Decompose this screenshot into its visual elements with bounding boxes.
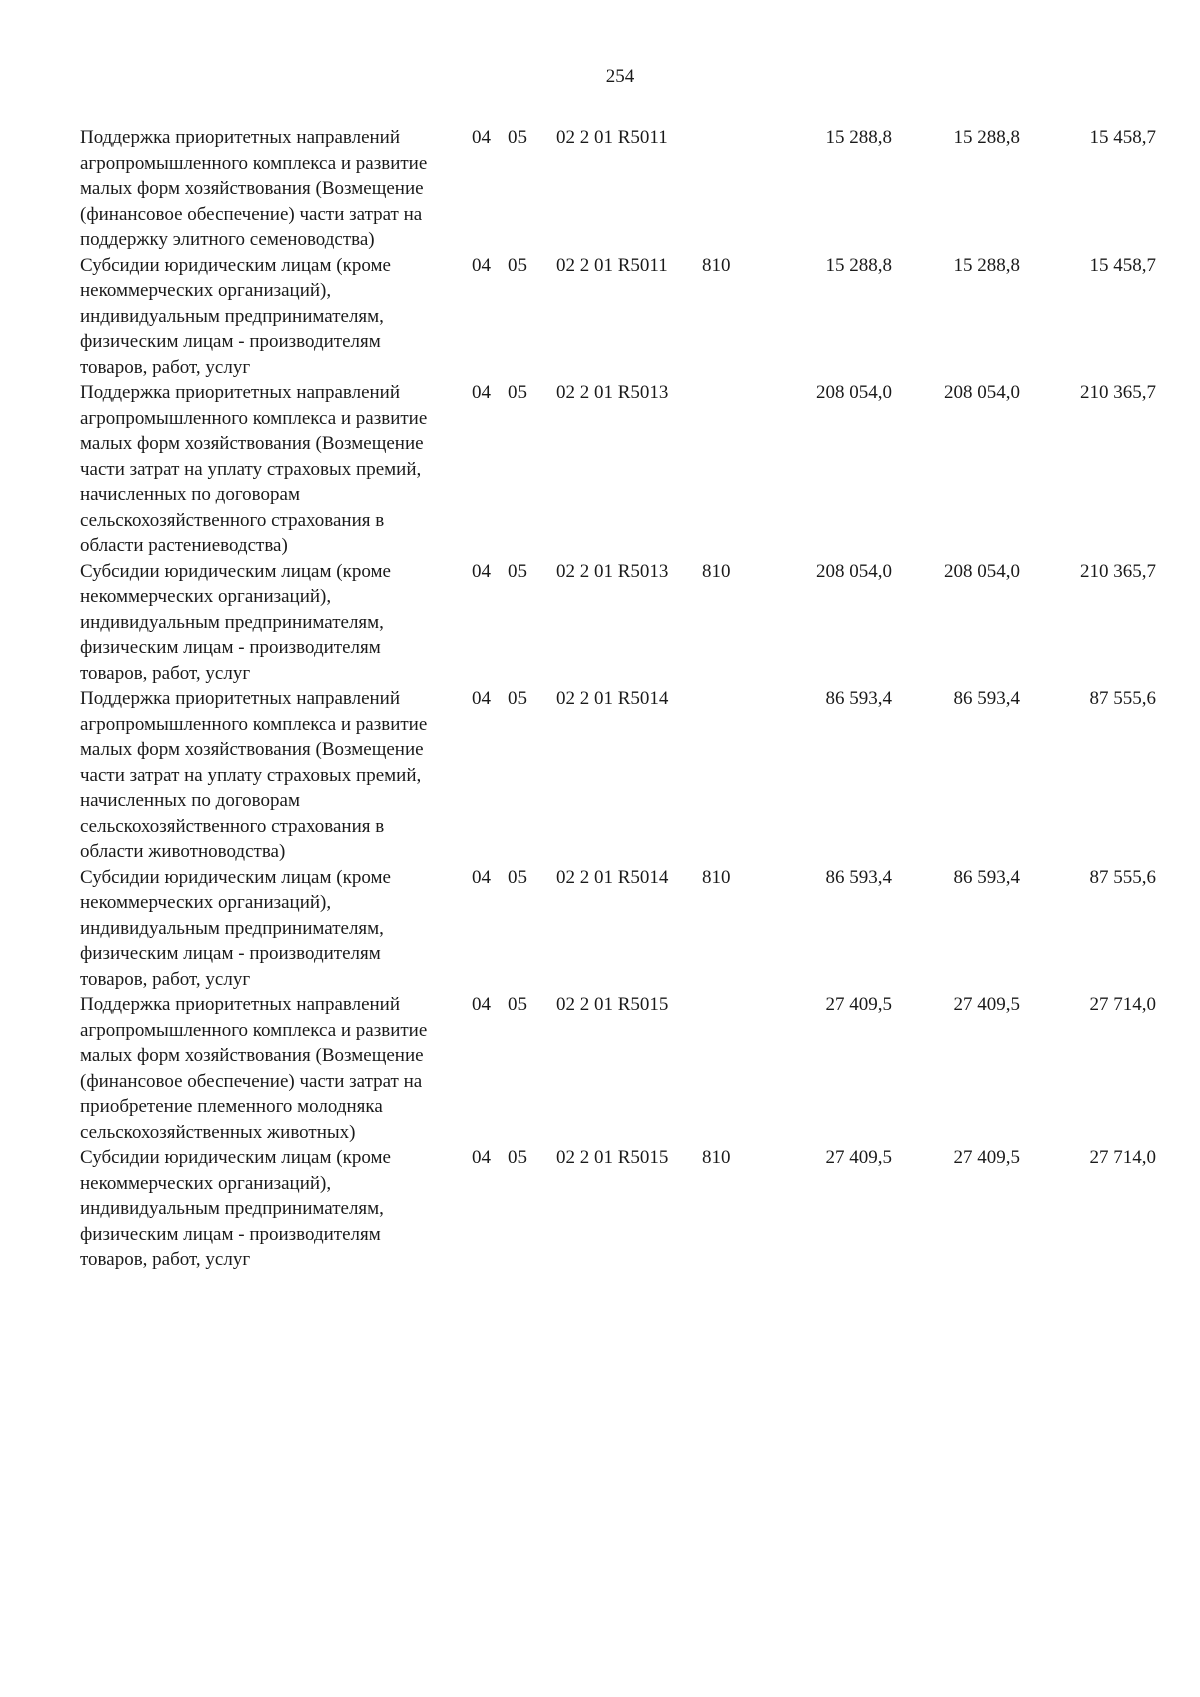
section-code: 04 bbox=[472, 866, 491, 888]
row-name: Субсидии юридическим лицам (кроме некоммерческих организаций), индивидуальным предпринимателям, физическим лицам - производителям товаров, работ, услуг bbox=[80, 1147, 391, 1270]
amount-year-1: 86 593,4 bbox=[825, 866, 892, 888]
target-article-code: 02 2 01 R5015 bbox=[556, 1147, 669, 1168]
amount-year-1: 208 054,0 bbox=[816, 382, 892, 403]
row-name: Поддержка приоритетных направлений агропромышленного комплекса и развитие малых форм хозяйствования (Возмещение части затрат на уплату страховых премий, начисленных по договорам сельскохозяйственного страхования в области животноводства) bbox=[80, 688, 428, 862]
table-row bbox=[80, 380, 1160, 559]
section-code: 04 bbox=[472, 254, 491, 276]
section-code: 04 bbox=[472, 560, 491, 582]
table-row bbox=[80, 125, 1160, 253]
row-name: Субсидии юридическим лицам (кроме некоммерческих организаций), индивидуальным предпринимателям, физическим лицам - производителям товаров, работ, услуг bbox=[80, 254, 391, 378]
page-number: 254 bbox=[605, 66, 635, 87]
section-code: 04 bbox=[472, 688, 491, 709]
expense-type-code: 810 bbox=[702, 254, 731, 276]
row-name: Поддержка приоритетных направлений агропромышленного комплекса и развитие малых форм хозяйствования (Возмещение (финансовое обеспечение) части затрат на приобретение племенного молодняка сельскохозяйственных животных) bbox=[80, 994, 428, 1143]
amount-year-2: 86 593,4 bbox=[953, 866, 1020, 888]
amount-year-2: 208 054,0 bbox=[944, 382, 1020, 403]
amount-year-3: 15 458,7 bbox=[1089, 127, 1156, 148]
expense-type-code: 810 bbox=[702, 1147, 731, 1168]
amount-year-1: 15 288,8 bbox=[825, 127, 892, 148]
amount-year-3: 87 555,6 bbox=[1089, 688, 1156, 709]
subsection-code: 05 bbox=[508, 560, 527, 582]
subsection-code: 05 bbox=[508, 382, 527, 403]
target-article-code: 02 2 01 R5011 bbox=[556, 254, 668, 276]
row-name: Субсидии юридическим лицам (кроме некоммерческих организаций), индивидуальным предпринимателям, физическим лицам - производителям товаров, работ, услуг bbox=[80, 560, 391, 684]
subsection-code: 05 bbox=[508, 254, 527, 276]
section-code: 04 bbox=[472, 127, 491, 148]
row-name: Поддержка приоритетных направлений агропромышленного комплекса и развитие малых форм хозяйствования (Возмещение части затрат на уплату страховых премий, начисленных по договорам сельскохозяйственного страхования в области растениеводства) bbox=[80, 382, 428, 556]
table-row bbox=[80, 1145, 1160, 1273]
amount-year-2: 15 288,8 bbox=[953, 127, 1020, 148]
section-code: 04 bbox=[472, 1147, 491, 1168]
row-name: Поддержка приоритетных направлений агропромышленного комплекса и развитие малых форм хозяйствования (Возмещение (финансовое обеспечение) части затрат на поддержку элитного семеноводства) bbox=[80, 127, 428, 250]
amount-year-1: 86 593,4 bbox=[825, 688, 892, 709]
amount-year-1: 15 288,8 bbox=[825, 254, 892, 276]
amount-year-2: 86 593,4 bbox=[953, 688, 1020, 709]
amount-year-1: 208 054,0 bbox=[816, 560, 892, 582]
table-row bbox=[80, 686, 1160, 865]
table-row bbox=[80, 253, 1160, 381]
table-row bbox=[80, 992, 1160, 1145]
target-article-code: 02 2 01 R5015 bbox=[556, 994, 669, 1015]
amount-year-2: 27 409,5 bbox=[953, 1147, 1020, 1168]
subsection-code: 05 bbox=[508, 688, 527, 709]
expense-type-code: 810 bbox=[702, 866, 731, 888]
section-code: 04 bbox=[472, 994, 491, 1015]
target-article-code: 02 2 01 R5011 bbox=[556, 127, 668, 148]
amount-year-2: 208 054,0 bbox=[944, 560, 1020, 582]
amount-year-3: 210 365,7 bbox=[1080, 382, 1156, 403]
target-article-code: 02 2 01 R5013 bbox=[556, 382, 669, 403]
subsection-code: 05 bbox=[508, 127, 527, 148]
table-row bbox=[80, 865, 1160, 993]
amount-year-2: 15 288,8 bbox=[953, 254, 1020, 276]
amount-year-3: 27 714,0 bbox=[1089, 994, 1156, 1015]
amount-year-2: 27 409,5 bbox=[953, 994, 1020, 1015]
amount-year-3: 27 714,0 bbox=[1089, 1147, 1156, 1168]
target-article-code: 02 2 01 R5014 bbox=[556, 688, 669, 709]
amount-year-3: 210 365,7 bbox=[1080, 560, 1156, 582]
amount-year-1: 27 409,5 bbox=[825, 1147, 892, 1168]
amount-year-1: 27 409,5 bbox=[825, 994, 892, 1015]
amount-year-3: 15 458,7 bbox=[1089, 254, 1156, 276]
section-code: 04 bbox=[472, 382, 491, 403]
subsection-code: 05 bbox=[508, 1147, 527, 1168]
subsection-code: 05 bbox=[508, 866, 527, 888]
target-article-code: 02 2 01 R5013 bbox=[556, 560, 669, 582]
target-article-code: 02 2 01 R5014 bbox=[556, 866, 669, 888]
budget-table bbox=[80, 125, 1160, 1273]
row-name: Субсидии юридическим лицам (кроме некоммерческих организаций), индивидуальным предпринимателям, физическим лицам - производителям товаров, работ, услуг bbox=[80, 866, 391, 990]
expense-type-code: 810 bbox=[702, 560, 731, 582]
table-row bbox=[80, 559, 1160, 687]
subsection-code: 05 bbox=[508, 994, 527, 1015]
amount-year-3: 87 555,6 bbox=[1089, 866, 1156, 888]
